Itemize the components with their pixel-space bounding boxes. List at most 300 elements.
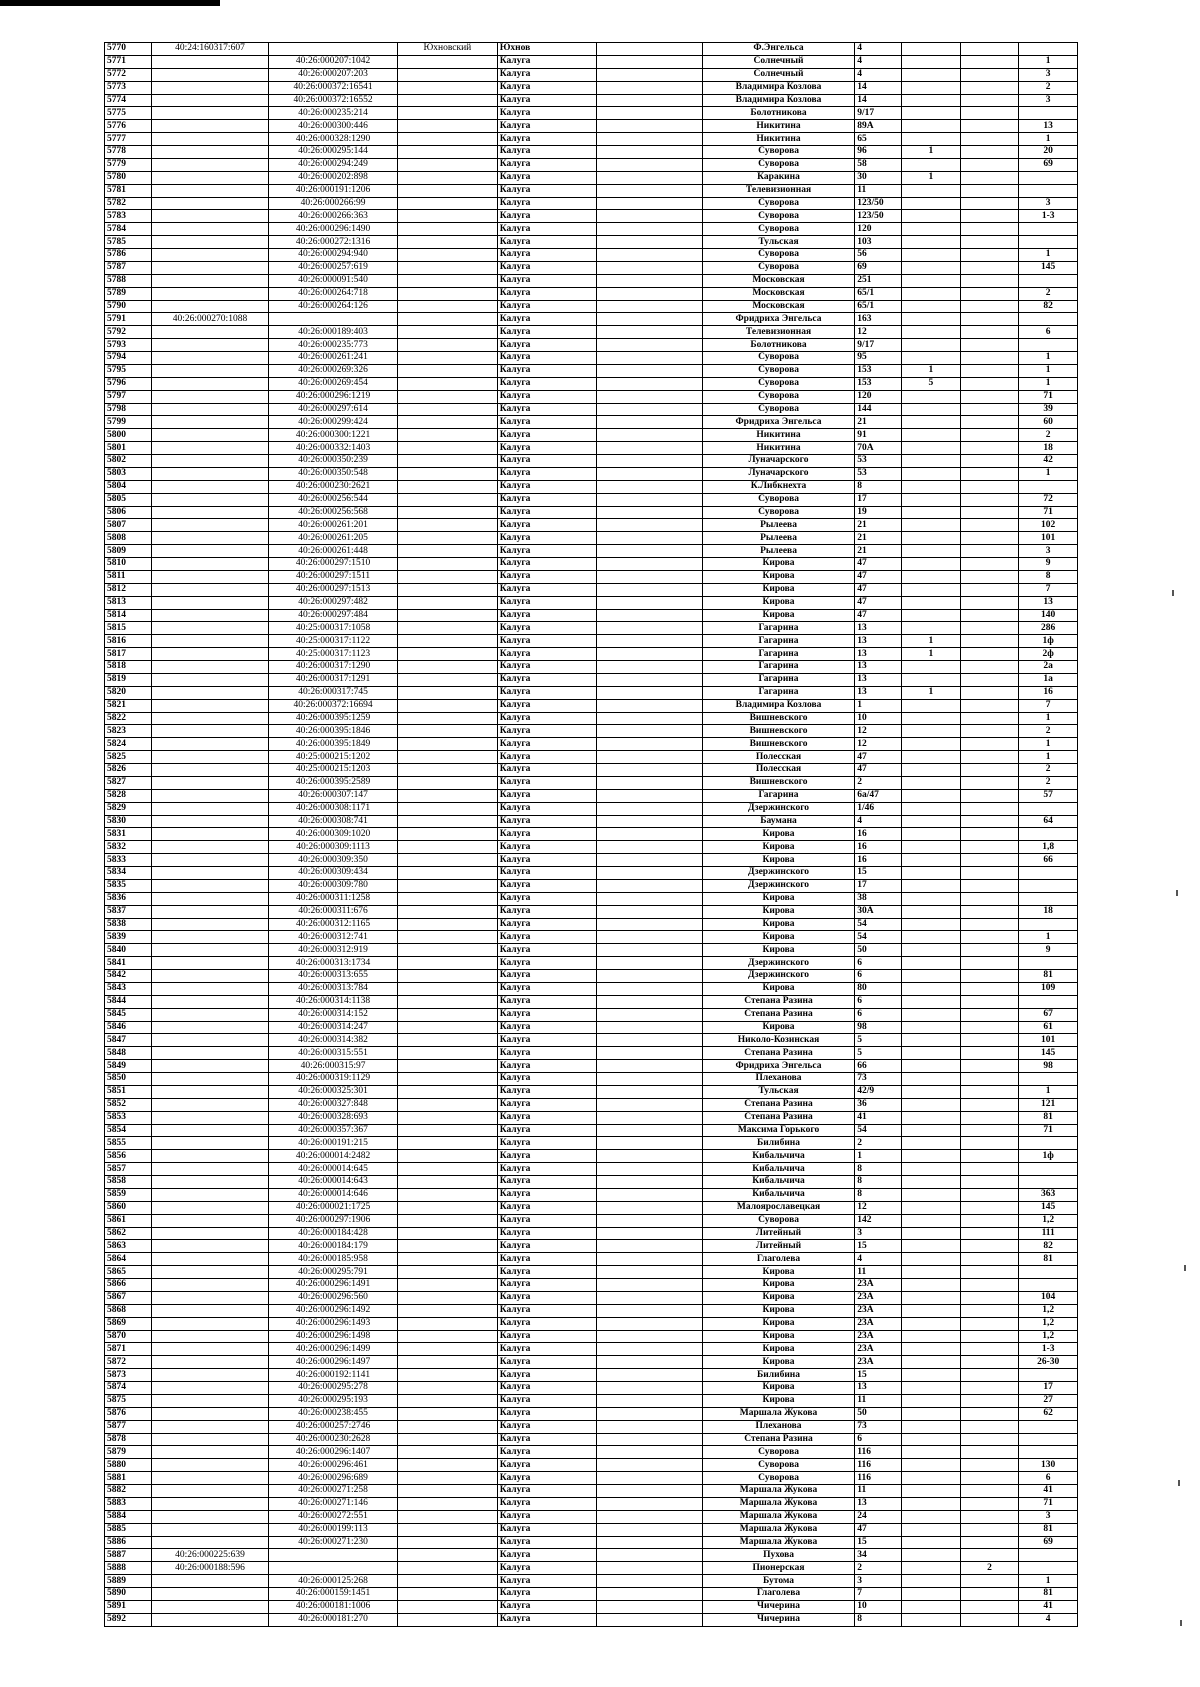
cell-cadastral-number-a (151, 751, 268, 764)
cell-house-number: 12 (855, 326, 902, 339)
cell-cadastral-number-b: 40:26:000395:1259 (269, 712, 398, 725)
cell-house-number: 13 (855, 686, 902, 699)
cell-blank-col (597, 1240, 703, 1253)
cell-row-number: 5840 (105, 944, 152, 957)
cell-city: Калуга (497, 854, 597, 867)
cell-building (902, 661, 961, 674)
cell-block (960, 686, 1019, 699)
cell-house-number: 47 (855, 583, 902, 596)
cell-city: Калуга (497, 274, 597, 287)
cell-district (398, 1330, 498, 1343)
cell-district (398, 1253, 498, 1266)
cell-city: Калуга (497, 1266, 597, 1279)
cell-cadastral-number-b: 40:26:000181:1006 (269, 1600, 398, 1613)
cell-blank-col (597, 609, 703, 622)
cell-row-number: 5853 (105, 1111, 152, 1124)
cell-street: Суворова (702, 210, 854, 223)
table-row (105, 918, 1078, 931)
cell-apartment: 3 (1019, 1510, 1078, 1523)
cell-cadastral-number-b: 40:26:000328:1290 (269, 133, 398, 146)
cell-street: Литейный (702, 1240, 854, 1253)
cell-house-number: 17 (855, 493, 902, 506)
cell-cadastral-number-b: 40:26:000372:16541 (269, 81, 398, 94)
cell-cadastral-number-b: 40:26:000185:958 (269, 1253, 398, 1266)
cell-house-number: 6 (855, 995, 902, 1008)
cell-district (398, 403, 498, 416)
cell-street: Владимира Козлова (702, 81, 854, 94)
cell-cadastral-number-a (151, 1600, 268, 1613)
cell-house-number: 58 (855, 158, 902, 171)
cell-row-number: 5781 (105, 184, 152, 197)
table-row (105, 1459, 1078, 1472)
cell-house-number: 98 (855, 1021, 902, 1034)
cell-building (902, 300, 961, 313)
cell-row-number: 5862 (105, 1227, 152, 1240)
cell-building (902, 1356, 961, 1369)
cell-street: Фридриха Энгельса (702, 416, 854, 429)
cell-block (960, 146, 1019, 159)
cell-house-number: 24 (855, 1510, 902, 1523)
cell-district (398, 1034, 498, 1047)
cell-row-number: 5802 (105, 455, 152, 468)
table-row (105, 1034, 1078, 1047)
cell-row-number: 5804 (105, 480, 152, 493)
cell-city: Калуга (497, 403, 597, 416)
cell-house-number: 6 (855, 1008, 902, 1021)
cell-district (398, 570, 498, 583)
cell-block (960, 1291, 1019, 1304)
table-row (105, 905, 1078, 918)
cell-row-number: 5816 (105, 635, 152, 648)
cell-cadastral-number-b: 40:26:000314:382 (269, 1034, 398, 1047)
cell-house-number: 4 (855, 68, 902, 81)
cell-city: Калуга (497, 377, 597, 390)
cell-blank-col (597, 1562, 703, 1575)
cell-apartment (1019, 1176, 1078, 1189)
cell-house-number: 13 (855, 635, 902, 648)
cell-blank-col (597, 133, 703, 146)
cell-building (902, 249, 961, 262)
cell-block (960, 81, 1019, 94)
cell-city: Калуга (497, 1369, 597, 1382)
cell-city: Калуга (497, 1497, 597, 1510)
cell-building (902, 197, 961, 210)
cell-cadastral-number-b: 40:26:000261:448 (269, 545, 398, 558)
cell-blank-col (597, 1536, 703, 1549)
cell-street: Тульская (702, 236, 854, 249)
cell-building (902, 429, 961, 442)
cell-building (902, 957, 961, 970)
cell-apartment: 66 (1019, 854, 1078, 867)
cell-building (902, 854, 961, 867)
cell-apartment: 1ф (1019, 635, 1078, 648)
cell-cadastral-number-b: 40:26:000271:230 (269, 1536, 398, 1549)
cell-cadastral-number-a (151, 1588, 268, 1601)
cell-blank-col (597, 776, 703, 789)
cell-apartment: 1,8 (1019, 841, 1078, 854)
cell-blank-col (597, 944, 703, 957)
cell-house-number: 30А (855, 905, 902, 918)
cell-cadastral-number-b: 40:26:000230:2628 (269, 1433, 398, 1446)
cell-blank-col (597, 184, 703, 197)
cell-district (398, 957, 498, 970)
table-row (105, 545, 1078, 558)
cell-apartment: 27 (1019, 1394, 1078, 1407)
cell-building (902, 1536, 961, 1549)
cell-district (398, 1201, 498, 1214)
cell-block (960, 480, 1019, 493)
cell-cadastral-number-a (151, 1188, 268, 1201)
table-row (105, 1588, 1078, 1601)
cell-house-number: 65 (855, 133, 902, 146)
cell-city: Калуга (497, 1047, 597, 1060)
cell-apartment: 61 (1019, 1021, 1078, 1034)
cell-cadastral-number-a (151, 1446, 268, 1459)
cell-city: Калуга (497, 1150, 597, 1163)
cell-building (902, 789, 961, 802)
cell-street: Кирова (702, 1266, 854, 1279)
cell-cadastral-number-b: 40:26:000307:147 (269, 789, 398, 802)
cell-district (398, 673, 498, 686)
cell-house-number: 6а/47 (855, 789, 902, 802)
cell-city: Калуга (497, 107, 597, 120)
cell-block (960, 931, 1019, 944)
cell-row-number: 5856 (105, 1150, 152, 1163)
cell-city: Калуга (497, 1575, 597, 1588)
register-table (104, 42, 1078, 1627)
cell-row-number: 5826 (105, 764, 152, 777)
cell-house-number: 13 (855, 1382, 902, 1395)
cell-house-number: 13 (855, 1497, 902, 1510)
cell-cadastral-number-b: 40:26:000295:278 (269, 1382, 398, 1395)
cell-cadastral-number-a: 40:26:000270:1088 (151, 313, 268, 326)
cell-street: Гагарина (702, 673, 854, 686)
table-row (105, 326, 1078, 339)
table-row (105, 1124, 1078, 1137)
cell-street: Суворова (702, 1446, 854, 1459)
cell-apartment: 2а (1019, 661, 1078, 674)
cell-apartment (1019, 892, 1078, 905)
cell-row-number: 5800 (105, 429, 152, 442)
cell-apartment: 6 (1019, 326, 1078, 339)
table-row (105, 841, 1078, 854)
cell-apartment: 109 (1019, 982, 1078, 995)
cell-block (960, 609, 1019, 622)
cell-district (398, 1562, 498, 1575)
cell-blank-col (597, 789, 703, 802)
cell-cadastral-number-b: 40:26:000295:144 (269, 146, 398, 159)
cell-block (960, 596, 1019, 609)
cell-district (398, 455, 498, 468)
cell-block (960, 699, 1019, 712)
cell-district (398, 416, 498, 429)
table-row (105, 1343, 1078, 1356)
cell-house-number: 8 (855, 480, 902, 493)
cell-cadastral-number-a (151, 879, 268, 892)
cell-blank-col (597, 197, 703, 210)
cell-cadastral-number-b: 40:26:000372:16552 (269, 94, 398, 107)
cell-cadastral-number-b: 40:26:000125:268 (269, 1575, 398, 1588)
cell-district (398, 738, 498, 751)
cell-row-number: 5847 (105, 1034, 152, 1047)
cell-blank-col (597, 1085, 703, 1098)
cell-house-number: 65/1 (855, 300, 902, 313)
table-row (105, 1227, 1078, 1240)
table-row (105, 81, 1078, 94)
cell-building: 1 (902, 686, 961, 699)
cell-building: 1 (902, 648, 961, 661)
cell-apartment (1019, 1446, 1078, 1459)
cell-cadastral-number-b (269, 313, 398, 326)
cell-district (398, 725, 498, 738)
cell-apartment: 8 (1019, 570, 1078, 583)
cell-city: Калуга (497, 1536, 597, 1549)
cell-city: Калуга (497, 1588, 597, 1601)
table-row (105, 1163, 1078, 1176)
cell-cadastral-number-b: 40:26:000327:848 (269, 1098, 398, 1111)
cell-block (960, 1433, 1019, 1446)
cell-blank-col (597, 146, 703, 159)
cell-cadastral-number-b: 40:26:000261:205 (269, 532, 398, 545)
cell-apartment (1019, 828, 1078, 841)
cell-street: Бутома (702, 1575, 854, 1588)
cell-house-number: 47 (855, 570, 902, 583)
cell-house-number: 13 (855, 661, 902, 674)
cell-house-number: 120 (855, 390, 902, 403)
cell-city: Калуга (497, 480, 597, 493)
cell-district (398, 1163, 498, 1176)
cell-cadastral-number-a (151, 1459, 268, 1472)
cell-cadastral-number-b: 40:26:000091:540 (269, 274, 398, 287)
table-row (105, 158, 1078, 171)
cell-block (960, 1575, 1019, 1588)
cell-district (398, 1433, 498, 1446)
cell-street: Гагарина (702, 622, 854, 635)
cell-blank-col (597, 828, 703, 841)
cell-row-number: 5824 (105, 738, 152, 751)
cell-cadastral-number-b: 40:26:000296:1407 (269, 1446, 398, 1459)
cell-apartment: 286 (1019, 622, 1078, 635)
cell-cadastral-number-a (151, 1433, 268, 1446)
cell-house-number: 23А (855, 1330, 902, 1343)
cell-row-number: 5821 (105, 699, 152, 712)
cell-cadastral-number-a (151, 867, 268, 880)
table-row (105, 1497, 1078, 1510)
cell-block (960, 570, 1019, 583)
cell-apartment: 1-3 (1019, 1343, 1078, 1356)
cell-city: Калуга (497, 828, 597, 841)
cell-district (398, 1098, 498, 1111)
cell-street: Полесская (702, 751, 854, 764)
cell-building (902, 570, 961, 583)
cell-row-number: 5875 (105, 1394, 152, 1407)
cell-building (902, 1214, 961, 1227)
cell-cadastral-number-a (151, 905, 268, 918)
cell-row-number: 5848 (105, 1047, 152, 1060)
cell-district (398, 1214, 498, 1227)
cell-house-number: 3 (855, 1575, 902, 1588)
cell-blank-col (597, 43, 703, 56)
cell-apartment: 9 (1019, 558, 1078, 571)
cell-street: Солнечный (702, 55, 854, 68)
cell-city: Калуга (497, 493, 597, 506)
cell-building (902, 1600, 961, 1613)
cell-cadastral-number-b: 40:26:000315:551 (269, 1047, 398, 1060)
cell-apartment: 3 (1019, 545, 1078, 558)
cell-street: Глаголева (702, 1588, 854, 1601)
cell-house-number: 23А (855, 1317, 902, 1330)
cell-building (902, 1317, 961, 1330)
cell-cadastral-number-b: 40:26:000207:203 (269, 68, 398, 81)
cell-blank-col (597, 1588, 703, 1601)
cell-cadastral-number-a (151, 1394, 268, 1407)
cell-street: Фридриха Энгельса (702, 1060, 854, 1073)
cell-block (960, 352, 1019, 365)
table-row (105, 1613, 1078, 1626)
cell-building (902, 352, 961, 365)
table-row (105, 210, 1078, 223)
cell-street: Суворова (702, 364, 854, 377)
cell-building (902, 982, 961, 995)
cell-blank-col (597, 867, 703, 880)
cell-district (398, 931, 498, 944)
cell-row-number: 5772 (105, 68, 152, 81)
cell-cadastral-number-a (151, 416, 268, 429)
cell-apartment (1019, 995, 1078, 1008)
cell-block (960, 1240, 1019, 1253)
cell-block (960, 1510, 1019, 1523)
cell-blank-col (597, 261, 703, 274)
cell-row-number: 5884 (105, 1510, 152, 1523)
cell-row-number: 5792 (105, 326, 152, 339)
cell-apartment: 41 (1019, 1600, 1078, 1613)
cell-block (960, 158, 1019, 171)
cell-block (960, 1201, 1019, 1214)
cell-street: Кирова (702, 944, 854, 957)
table-row (105, 686, 1078, 699)
cell-district (398, 287, 498, 300)
cell-city: Калуга (497, 364, 597, 377)
cell-cadastral-number-a (151, 738, 268, 751)
cell-row-number: 5791 (105, 313, 152, 326)
table-row (105, 712, 1078, 725)
cell-cadastral-number-a (151, 1060, 268, 1073)
cell-blank-col (597, 1188, 703, 1201)
cell-street: Пионерская (702, 1562, 854, 1575)
cell-street: Рылеева (702, 532, 854, 545)
cell-city: Калуга (497, 686, 597, 699)
cell-building (902, 210, 961, 223)
cell-house-number: 153 (855, 364, 902, 377)
cell-district (398, 480, 498, 493)
cell-street: Гагарина (702, 686, 854, 699)
cell-blank-col (597, 1575, 703, 1588)
cell-street: Кирова (702, 1356, 854, 1369)
cell-block (960, 1150, 1019, 1163)
cell-block (960, 261, 1019, 274)
cell-cadastral-number-b: 40:26:000314:152 (269, 1008, 398, 1021)
cell-blank-col (597, 94, 703, 107)
cell-apartment (1019, 918, 1078, 931)
cell-building (902, 133, 961, 146)
cell-blank-col (597, 1150, 703, 1163)
cell-row-number: 5832 (105, 841, 152, 854)
cell-blank-col (597, 1227, 703, 1240)
cell-cadastral-number-b: 40:26:000184:428 (269, 1227, 398, 1240)
cell-house-number: 21 (855, 545, 902, 558)
cell-block (960, 815, 1019, 828)
cell-cadastral-number-b: 40:26:000014:645 (269, 1163, 398, 1176)
cell-district (398, 1510, 498, 1523)
table-row (105, 1549, 1078, 1562)
cell-building (902, 1588, 961, 1601)
cell-cadastral-number-a (151, 931, 268, 944)
table-row (105, 1150, 1078, 1163)
cell-cadastral-number-b: 40:26:000328:693 (269, 1111, 398, 1124)
cell-block (960, 957, 1019, 970)
cell-apartment (1019, 1266, 1078, 1279)
cell-street: Фридриха Энгельса (702, 313, 854, 326)
cell-cadastral-number-b: 40:26:000300:1221 (269, 429, 398, 442)
scan-speck (1176, 890, 1178, 896)
cell-cadastral-number-a (151, 236, 268, 249)
table-row (105, 570, 1078, 583)
cell-blank-col (597, 596, 703, 609)
cell-apartment: 81 (1019, 1523, 1078, 1536)
cell-house-number: 12 (855, 725, 902, 738)
cell-row-number: 5815 (105, 622, 152, 635)
cell-house-number: 6 (855, 970, 902, 983)
cell-cadastral-number-a (151, 339, 268, 352)
cell-city: Калуга (497, 764, 597, 777)
cell-building (902, 892, 961, 905)
cell-city: Калуга (497, 712, 597, 725)
cell-street: Суворова (702, 352, 854, 365)
cell-blank-col (597, 467, 703, 480)
cell-building (902, 1227, 961, 1240)
cell-city: Калуга (497, 931, 597, 944)
cell-district (398, 712, 498, 725)
cell-apartment: 82 (1019, 1240, 1078, 1253)
cell-row-number: 5850 (105, 1073, 152, 1086)
cell-district (398, 1394, 498, 1407)
cell-apartment: 81 (1019, 1588, 1078, 1601)
table-row (105, 1240, 1078, 1253)
cell-city: Калуга (497, 1111, 597, 1124)
cell-blank-col (597, 1266, 703, 1279)
cell-apartment: 1,2 (1019, 1304, 1078, 1317)
cell-house-number: 53 (855, 467, 902, 480)
cell-cadastral-number-a (151, 1008, 268, 1021)
cell-cadastral-number-a (151, 1330, 268, 1343)
cell-apartment: 1-3 (1019, 210, 1078, 223)
cell-district (398, 1536, 498, 1549)
cell-row-number: 5776 (105, 120, 152, 133)
cell-apartment: 13 (1019, 120, 1078, 133)
table-row (105, 1317, 1078, 1330)
cell-cadastral-number-a (151, 686, 268, 699)
cell-block (960, 377, 1019, 390)
cell-apartment: 7 (1019, 583, 1078, 596)
cell-cadastral-number-b: 40:26:000297:1511 (269, 570, 398, 583)
cell-cadastral-number-a (151, 146, 268, 159)
cell-street: Суворова (702, 403, 854, 416)
cell-district (398, 390, 498, 403)
cell-apartment: 9 (1019, 944, 1078, 957)
cell-block (960, 493, 1019, 506)
cell-house-number: 9/17 (855, 339, 902, 352)
cell-blank-col (597, 1214, 703, 1227)
